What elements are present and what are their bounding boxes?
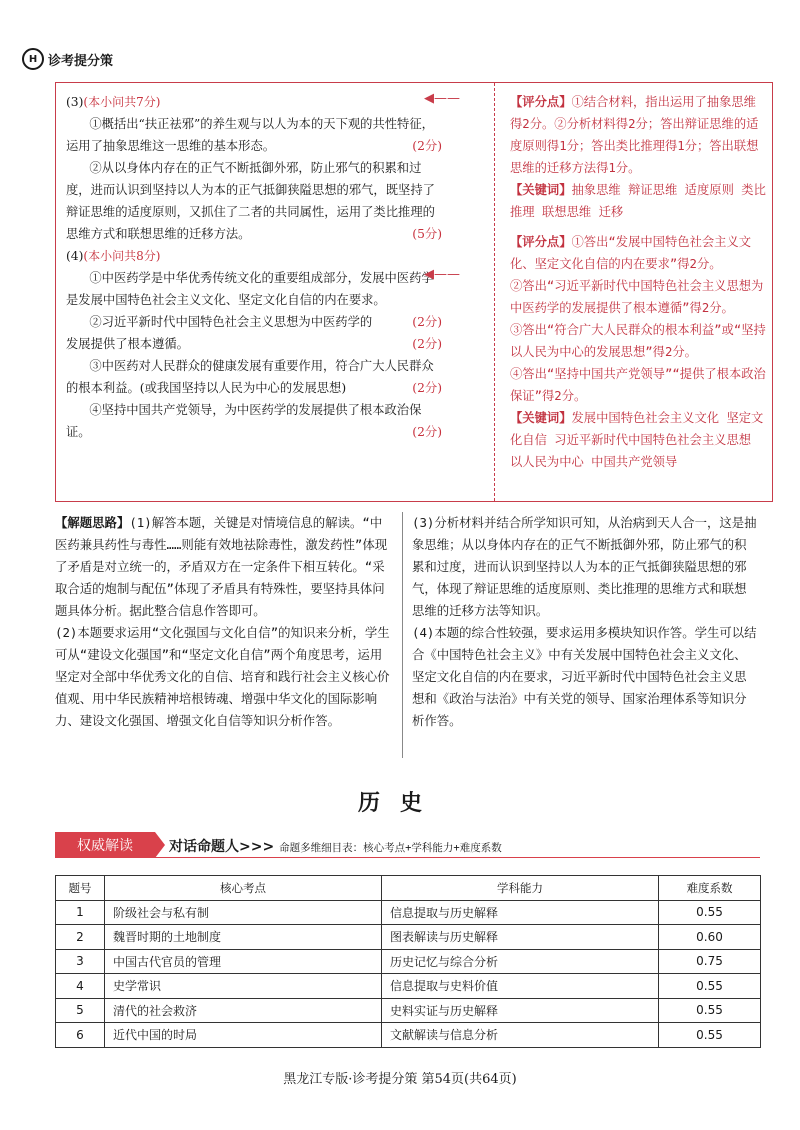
col-header-point: 核心考点 <box>105 876 382 901</box>
q3-number: (3) <box>66 95 84 109</box>
q3-answer-1 <box>66 113 442 157</box>
cell-skill: 图表解读与历史解释 <box>382 925 659 950</box>
rubric-column <box>510 91 766 473</box>
cell-no: 3 <box>56 949 105 974</box>
q4-answer-2 <box>66 311 442 355</box>
ideas-paragraph-1 <box>55 512 393 622</box>
q3-heading <box>66 91 442 113</box>
q4-keys-text: 发展中国特色社会主义文化 坚定文化自信 习近平新时代中国特色社会主义思想 以人民为中心 中国共产党领导 <box>510 411 764 469</box>
cell-skill: 史料实证与历史解释 <box>382 998 659 1023</box>
cell-skill: 信息提取与史料价值 <box>382 974 659 999</box>
q4-point-2: ②答出“习近平新时代中国特色社会主义思想为中医药学的发展提供了根本遵循”得2分。 <box>510 279 764 315</box>
cell-point: 阶级社会与私有制 <box>105 900 382 925</box>
cell-point: 史学常识 <box>105 974 382 999</box>
cell-no: 5 <box>56 998 105 1023</box>
col-header-no: 题号 <box>56 876 105 901</box>
banner-text <box>169 836 502 856</box>
cell-skill: 信息提取与历史解释 <box>382 900 659 925</box>
q4-answer-3 <box>66 355 442 399</box>
q3-rubric-points <box>510 91 766 179</box>
answer-column <box>66 91 442 443</box>
table-header-row <box>56 876 761 901</box>
cell-difficulty: 0.75 <box>659 949 761 974</box>
cell-point: 中国古代官员的管理 <box>105 949 382 974</box>
section-title: 历史 <box>357 791 442 816</box>
brand-name: 诊考提分策 <box>48 53 114 69</box>
q3-points-text: ①结合材料，指出运用了抽象思维得2分。②分析材料得2分；答出辩证思维的适度原则得1分；答出类比推理得1分；答出联想思维的迁移方法得1分。 <box>510 95 759 175</box>
brand-logo-icon: H <box>22 48 44 70</box>
q3-rubric-keys <box>510 179 766 223</box>
q4-point-1: ①答出“发展中国特色社会主义文化、坚定文化自信的内在要求”得2分。 <box>510 235 752 271</box>
cell-no: 4 <box>56 974 105 999</box>
ideas-left-column <box>55 512 393 732</box>
q4-point-4: ④答出“坚持中国共产党领导”“提供了根本政治保证”得2分。 <box>510 367 766 403</box>
banner-subtitle: 命题多维细目表：核心考点+学科能力+难度系数 <box>279 842 502 854</box>
cell-no: 6 <box>56 1023 105 1048</box>
ideas-paragraph-4: (4)本题的综合性较强，要求运用多模块知识作答。学生可以结合《中国特色社会主义》中有关发展中国特色社会主义文化、坚定文化自信的内在要求，习近平新时代中国特色社会主义思想和《政治与法治》中有关党的领导、国家治理体系等知识分析作答。 <box>412 625 757 728</box>
ideas-paragraph-3: (3)分析材料并结合所学知识可知，从治病到天人合一，这是抽象思维；从以身体内存在的正气不断抵御外邪，防止邪气的积累和过度，进而认识到坚持以人为本的正气抵御狭隘思想的邪气，体现了辩证思维的适度原则、类比推理的思维方式和联想思维的迁移方法等知识。 <box>412 515 757 618</box>
q4-answer-4-score: (2分) <box>412 425 442 439</box>
q4-note: (本小问共8分) <box>83 249 161 263</box>
q3-answer-2 <box>66 157 442 245</box>
cell-skill: 历史记忆与综合分析 <box>382 949 659 974</box>
q4-keys-tag: 【关键词】 <box>510 411 572 425</box>
q3-answer-1-text: ①概括出“扶正祛邪”的养生观与以人为本的天下观的共性特征，运用了抽象思维这一思维的基本形态。 <box>66 117 434 153</box>
banner-underline <box>155 857 760 858</box>
q4-rubric-points <box>510 231 766 275</box>
cell-difficulty: 0.55 <box>659 900 761 925</box>
cell-difficulty: 0.55 <box>659 974 761 999</box>
col-header-difficulty: 难度系数 <box>659 876 761 901</box>
q4-answer-1 <box>66 267 442 329</box>
q3-note: (本小问共7分) <box>83 95 161 109</box>
q3-answer-2-score: (5分) <box>412 227 442 241</box>
q4-answer-4 <box>66 399 442 443</box>
q3-keys-tag: 【关键词】 <box>510 183 572 197</box>
q4-rubric-keys <box>510 407 766 473</box>
brand-logo <box>22 48 113 70</box>
q4-number: (4) <box>66 249 84 263</box>
ideas-right-column <box>412 512 757 732</box>
table-row <box>56 974 761 999</box>
q3-points-tag: 【评分点】 <box>510 95 572 109</box>
cell-difficulty: 0.55 <box>659 998 761 1023</box>
table-row <box>56 925 761 950</box>
col-header-skill: 学科能力 <box>382 876 659 901</box>
answer-box <box>55 82 773 502</box>
q4-point-3: ③答出“符合广大人民群众的根本利益”或“坚持以人民为中心的发展思想”得2分。 <box>510 323 766 359</box>
cell-difficulty: 0.55 <box>659 1023 761 1048</box>
q3-answer-1-score: (2分) <box>412 139 442 153</box>
banner-title: 对话命题人>>> <box>169 839 275 855</box>
q4-answer-2-score: (2分) <box>412 337 442 351</box>
q4-answer-2-text: ②习近平新时代中国特色社会主义思想为中医药学的发展提供了根本遵循。 <box>66 315 373 351</box>
cell-point: 清代的社会救济 <box>105 998 382 1023</box>
q4-answer-4-text: ④坚持中国共产党领导，为中医药学的发展提供了根本政治保证。 <box>66 403 422 439</box>
q3-arrow-icon: ◀—— <box>424 91 460 106</box>
q4-heading <box>66 245 442 267</box>
q4-arrow-icon: ◀—— <box>424 267 460 282</box>
q4-answer-3-text: ③中医药对人民群众的健康发展有重要作用，符合广大人民群众的根本利益。(或我国坚持以人民为中心的发展思想) <box>66 359 434 395</box>
table-row <box>56 1023 761 1048</box>
cell-difficulty: 0.60 <box>659 925 761 950</box>
ideas-divider <box>402 512 403 758</box>
cell-skill: 文献解读与信息分析 <box>382 1023 659 1048</box>
table-row <box>56 998 761 1023</box>
cell-no: 1 <box>56 900 105 925</box>
banner-tag: 权威解读 <box>55 832 155 858</box>
q4-answer-1-text: ①中医药学是中华优秀传统文化的重要组成部分，发展中医药学是发展中国特色社会主义文化、坚定文化自信的内在要求。 <box>66 271 434 307</box>
q4-points-tag: 【评分点】 <box>510 235 572 249</box>
exam-spec-table <box>55 875 761 1048</box>
cell-point: 近代中国的时局 <box>105 1023 382 1048</box>
table-row <box>56 900 761 925</box>
cell-point: 魏晋时期的土地制度 <box>105 925 382 950</box>
table-row <box>56 949 761 974</box>
page-footer: 黑龙江专版·诊考提分策 第54页(共64页) <box>283 1072 517 1087</box>
q3-answer-2-text: ②从以身体内存在的正气不断抵御外邪，防止邪气的积累和过度，进而认识到坚持以人为本的正气抵御狭隘思想的邪气，既坚持了辩证思维的适度原则，又抓住了二者的共同属性，运用了类比推理的思维方式和联想思维的迁移方法。 <box>66 161 435 241</box>
q4-answer-1-score: (2分) <box>412 315 442 329</box>
answer-box-divider <box>494 83 495 501</box>
cell-no: 2 <box>56 925 105 950</box>
authority-banner <box>55 832 760 858</box>
ideas-p1-text: (1)解答本题，关键是对情境信息的解读。“中医药兼具药性与毒性……则能有效地祛除毒性，激发药性”体现了矛盾是对立统一的，矛盾双方在一定条件下相互转化。“采取合适的炮制与配伍”体现了矛盾具有特殊性，要坚持具体问题具体分析。据此整合信息作答即可。 <box>55 515 388 618</box>
q4-answer-3-score: (2分) <box>412 381 442 395</box>
q3-keys-text: 抽象思维 辩证思维 适度原则 类比推理 联想思维 迁移 <box>510 183 766 219</box>
ideas-paragraph-2: (2)本题要求运用“文化强国与文化自信”的知识来分析，学生可从“建设文化强国”和“坚定文化自信”两个角度思考，运用坚定对全部中华优秀文化的自信、培育和践行社会主义核心价值观、用中华民族精神培根铸魂、增强中华文化的国际影响力、建设文化强国、增强文化自信等知识分析作答。 <box>55 625 390 728</box>
ideas-title: 【解题思路】 <box>55 515 130 530</box>
